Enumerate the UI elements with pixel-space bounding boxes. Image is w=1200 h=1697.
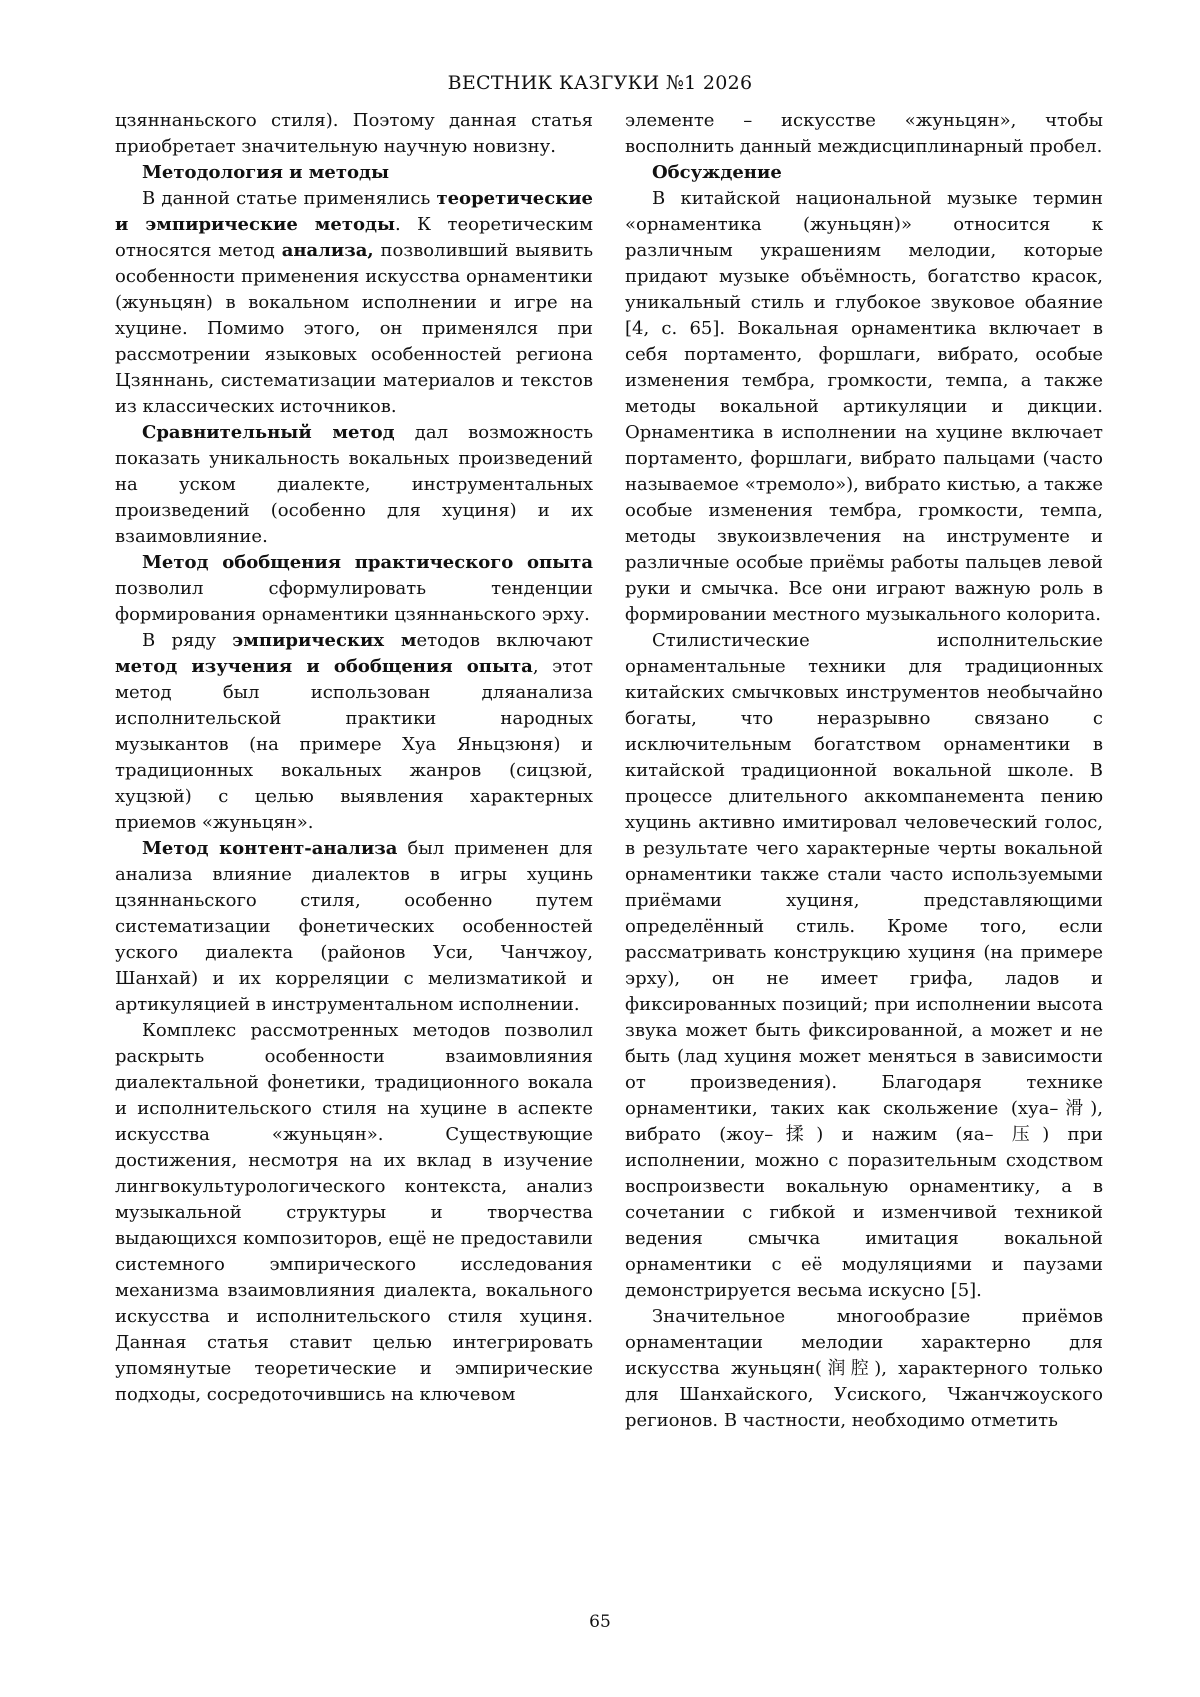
paragraph-aim-continuation: элементе – искусстве «жуньцян», чтобы восполнить данный междисциплинарный пробел. [625, 110, 1103, 157]
paragraph-bowed-instruments: Стилистические исполнительские орнаментальные техники для традиционных китайских смычковых инструментов необычайно богаты, что неразрывно связано с исключительным богатством орнаментики в китайской традиционной вокальной школе. В процессе длительного аккомпанемента пению хуцинь активно имитировал человеческий голос, в результате чего характерные черты вокальной орнаментики также стали часто используемыми приёмами хуциня, представляющими определённый стиль. Кроме того, если рассматривать конструкцию хуциня (на примере эрху), он не имеет грифа, ладов и фиксированных позиций; при исполнении высота звука может быть фиксированной, а может и не быть (лад хуциня может меняться в зависимости от произведения). Благодаря технике орнаментики, таких как скольжение (хуа–滑), вибрато (жоу–揉) и нажим (яа– 压) при исполнении, можно с поразительным сходством воспроизвести вокальную орнаментику, а в сочетании с гибкой и изменчивой техникой ведения смычка имитация вокальной орнаментики с её модуляциями и паузами демонстрируется весьма искусно [5]. [625, 630, 1103, 1301]
paragraph-methods-overview: В данной статье применялись теоретические и эмпирические методы. К теоретическим относятся метод анализа, позволивший выявить особенности применения искусства орнаментики (жуньцян) в вокальном исполнении и игре на хуцине. Помимо этого, он применялся при рассмотрении языковых особенностей региона Цзяннань, систематизации материалов и текстов из классических источников. [115, 188, 593, 417]
paragraph-runqiang: Значительное многообразие приёмов орнаментации мелодии характерно для искусства жуньцян(润腔), характерного только для Шанхайского, Усиского, Чжанчжоуского регионов. В частности, необходимо отметить [625, 1306, 1103, 1431]
paragraph-empirical-methods: В ряду эмпирических методов включают метод изучения и обобщения опыта, этот метод был использован дляанализа исполнительской практики народных музыкантов (на примере Хуа Яньцзюня) и традиционных вокальных жанров (сицзюй, хуцзюй) с целью выявления характерных приемов «жуньцян». [115, 630, 593, 833]
paragraph-intro-continuation: цзяннаньского стиля). Поэтому данная статья приобретает значительную научную новизну. [115, 110, 593, 157]
section-heading-discussion: Обсуждение [652, 162, 782, 183]
paragraph-comparative-method: Сравнительный метод дал возможность показать уникальность вокальных произведений на уском диалекте, инструментальных произведений (особенно для хуциня) и их взаимовлияние. [115, 422, 593, 547]
paragraph-content-analysis: Метод контент-анализа был применен для анализа влияние диалектов в игры хуцинь цзяннаньского стиля, особенно путем систематизации фонетических особенностей уского диалекта (районов Уси, Чанчжоу, Шанхай) и их корреляции с мелизматикой и артикуляцией в инструментальном исполнении. [115, 838, 594, 1015]
right-column [625, 108, 1103, 1434]
page-number: 65 [589, 1612, 611, 1632]
left-column [115, 108, 593, 1408]
journal-header: ВЕСТНИК КАЗГУКИ №1 2026 [447, 72, 753, 94]
paragraph-ornamentation-definition: В китайской национальной музыке термин «орнаментика (жуньцян)» относится к различным украшениям мелодии, которые придают музыке объёмность, богатство красок, уникальный стиль и глубокое звуковое обаяние [4, с. 65]. Вокальная орнаментика включает в себя портаменто, форшлаги, вибрато, особые изменения тембра, громкости, темпа, а также методы вокальной артикуляции и дикции. Орнаментика в исполнении на хуцине включает портаменто, форшлаги, вибрато пальцами (часто называемое «тремоло»), вибрато кистью, а также особые изменения тембра, громкости, темпа, методы звукоизвлечения на инструменте и различные особые приёмы работы пальцев левой руки и смычка. Все они играют важную роль в формировании местного музыкального колорита. [625, 188, 1103, 625]
paragraph-generalization-method: Метод обобщения практического опыта позволил сформулировать тенденции формирования орнаментики цзяннаньского эрху. [115, 552, 593, 625]
section-heading-methodology: Методология и методы [142, 162, 390, 183]
paragraph-methods-summary: Комплекс рассмотренных методов позволил раскрыть особенности взаимовлияния диалектальной фонетики, традиционного вокала и исполнительского стиля на хуцине в аспекте искусства «жуньцян». Существующие достижения, несмотря на их вклад в изучение лингвокультурологического контекста, анализ музыкальной структуры и творчества выдающихся композиторов, ещё не предоставили системного эмпирического исследования механизма взаимовлияния диалекта, вокального искусства и исполнительского стиля хуциня. Данная статья ставит целью интегрировать упомянутые теоретические и эмпирические подходы, сосредоточившись на ключевом [115, 1020, 594, 1405]
